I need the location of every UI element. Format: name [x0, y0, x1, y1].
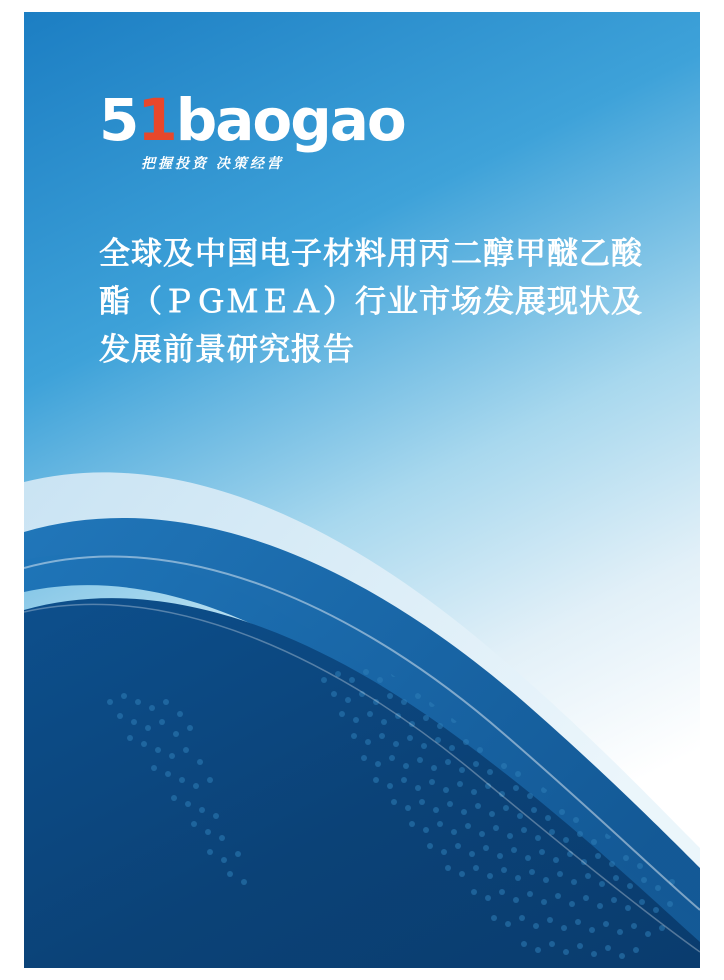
logo-wordmark [99, 86, 405, 154]
logo-word: baogao [175, 86, 405, 154]
logo-digit-5: 5 [99, 86, 138, 154]
logo-digit-1: 1 [137, 86, 176, 154]
report-title: 全球及中国电子材料用丙二醇甲醚乙酸酯（ＰＧＭＥＡ）行业市场发展现状及发展前景研究报告 [99, 236, 643, 368]
logo [99, 86, 405, 180]
logo-tagline: 把握投资 决策经营 [141, 155, 284, 171]
report-cover [24, 12, 700, 968]
